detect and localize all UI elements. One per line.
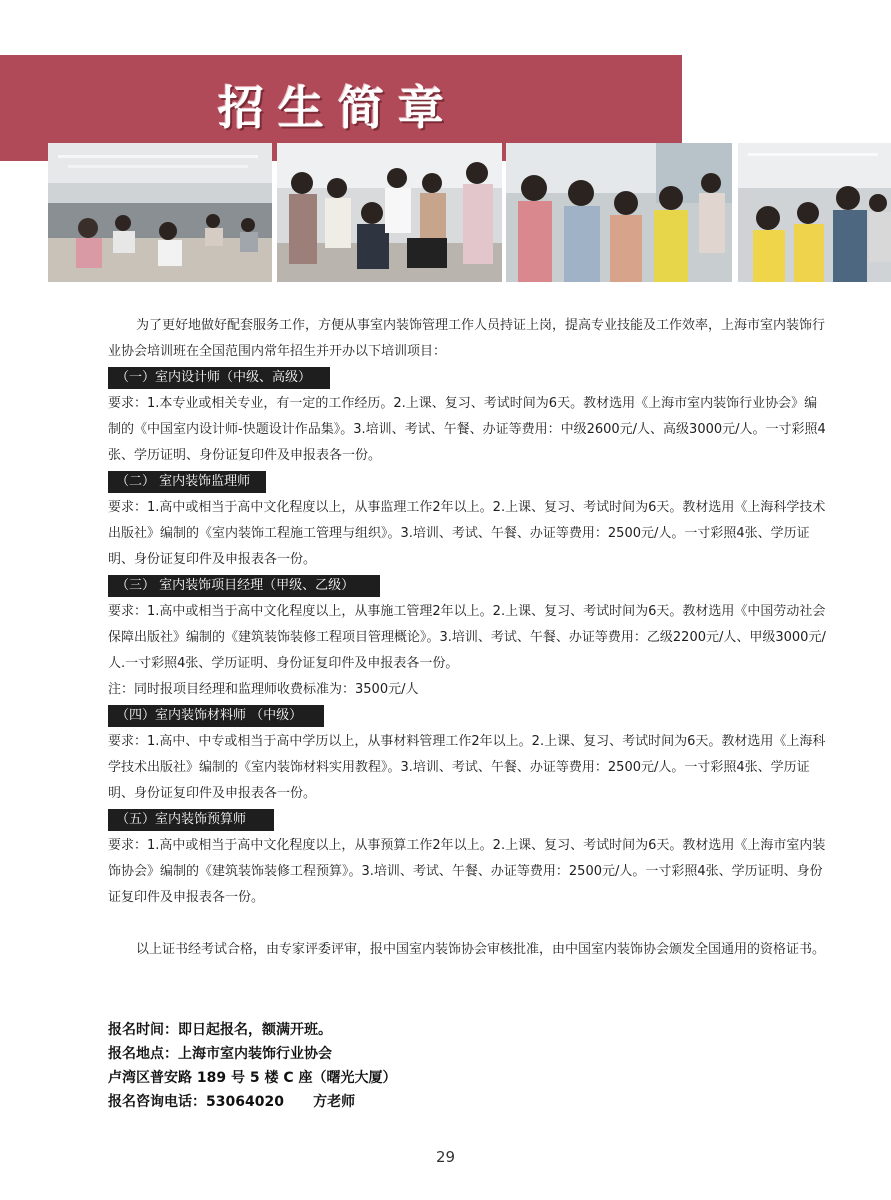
section-requirement: 要求：1.高中或相当于高中文化程度以上，从事监理工作2年以上。2.上课、复习、考试时间为6天。教材选用《上海科学技术出版社》编制的《室内装饰工程施工管理与组织》。3.培训、考试、午餐、办证等费用：2500元/人。一寸彩照4张、学历证明、身份证复印件及申报表各一份。 (108, 500, 826, 567)
signup-phone: 报名咨询电话：53064020 方老师 (108, 1094, 356, 1110)
section-heading: （一）室内设计师（中级、高级） (108, 367, 330, 389)
closing-paragraph: 以上证书经考试合格，由专家评委评审，报中国室内装饰协会审核批准，由中国室内装饰协会颁发全国通用的资格证书。 (136, 942, 826, 957)
section-5 (108, 807, 830, 911)
main-content (108, 313, 830, 963)
section-1 (108, 365, 830, 469)
signup-address: 卢湾区普安路 189 号 5 楼 C 座（曙光大厦） (108, 1070, 397, 1086)
intro-paragraph: 为了更好地做好配套服务工作，方便从事室内装饰管理工作人员持证上岗，提高专业技能及工作效率，上海市室内装饰行业协会培训班在全国范围内常年招生并开办以下培训项目： (108, 318, 826, 359)
signup-location: 报名地点：上海市室内装饰行业协会 (108, 1046, 332, 1062)
section-note: 注：同时报项目经理和监理师收费标准为：3500元/人 (108, 682, 419, 697)
section-3 (108, 573, 830, 703)
classroom-photo-4 (738, 143, 891, 282)
section-requirement: 要求：1.高中或相当于高中文化程度以上，从事施工管理2年以上。2.上课、复习、考试时间为6天。教材选用《中国劳动社会保障出版社》编制的《建筑装饰装修工程项目管理概论》。3.培训、考试、午餐、办证等费用：乙级2200元/人、甲级3000元/人.一寸彩照4张、学历证明、身份证复印件及申报表各一份。 (108, 604, 826, 671)
section-4 (108, 703, 830, 807)
section-requirement: 要求：1.本专业或相关专业，有一定的工作经历。2.上课、复习、考试时间为6天。教材选用《上海市室内装饰行业协会》编制的《中国室内设计师-快题设计作品集》。3.培训、考试、午餐、办证等费用：中级2600元/人、高级3000元/人。一寸彩照4张、学历证明、身份证复印件及申报表各一份。 (108, 396, 826, 463)
page-number: 29 (435, 1148, 456, 1166)
page-title: 招生简章 (218, 81, 458, 135)
classroom-photo-3 (506, 143, 732, 282)
classroom-photo-1 (48, 143, 272, 282)
signup-info (108, 1018, 708, 1114)
section-requirement: 要求：1.高中、中专或相当于高中学历以上，从事材料管理工作2年以上。2.上课、复习、考试时间为6天。教材选用《上海科学技术出版社》编制的《室内装饰材料实用教程》。3.培训、考试、午餐、办证等费用：2500元/人。一寸彩照4张、学历证明、身份证复印件及申报表各一份。 (108, 734, 826, 801)
classroom-photo-2 (277, 143, 502, 282)
section-heading: （二） 室内装饰监理师 (108, 471, 266, 493)
section-heading: （四）室内装饰材料师 （中级） (108, 705, 324, 727)
signup-time: 报名时间：即日起报名，额满开班。 (108, 1022, 332, 1038)
section-heading: （三） 室内装饰项目经理（甲级、乙级） (108, 575, 380, 597)
section-requirement: 要求：1.高中或相当于高中文化程度以上，从事预算工作2年以上。2.上课、复习、考试时间为6天。教材选用《上海市室内装饰协会》编制的《建筑装饰装修工程预算》。3.培训、考试、午餐、办证等费用：2500元/人。一寸彩照4张、学历证明、身份证复印件及申报表各一份。 (108, 838, 826, 905)
section-2 (108, 469, 830, 573)
section-heading: （五）室内装饰预算师 (108, 809, 274, 831)
